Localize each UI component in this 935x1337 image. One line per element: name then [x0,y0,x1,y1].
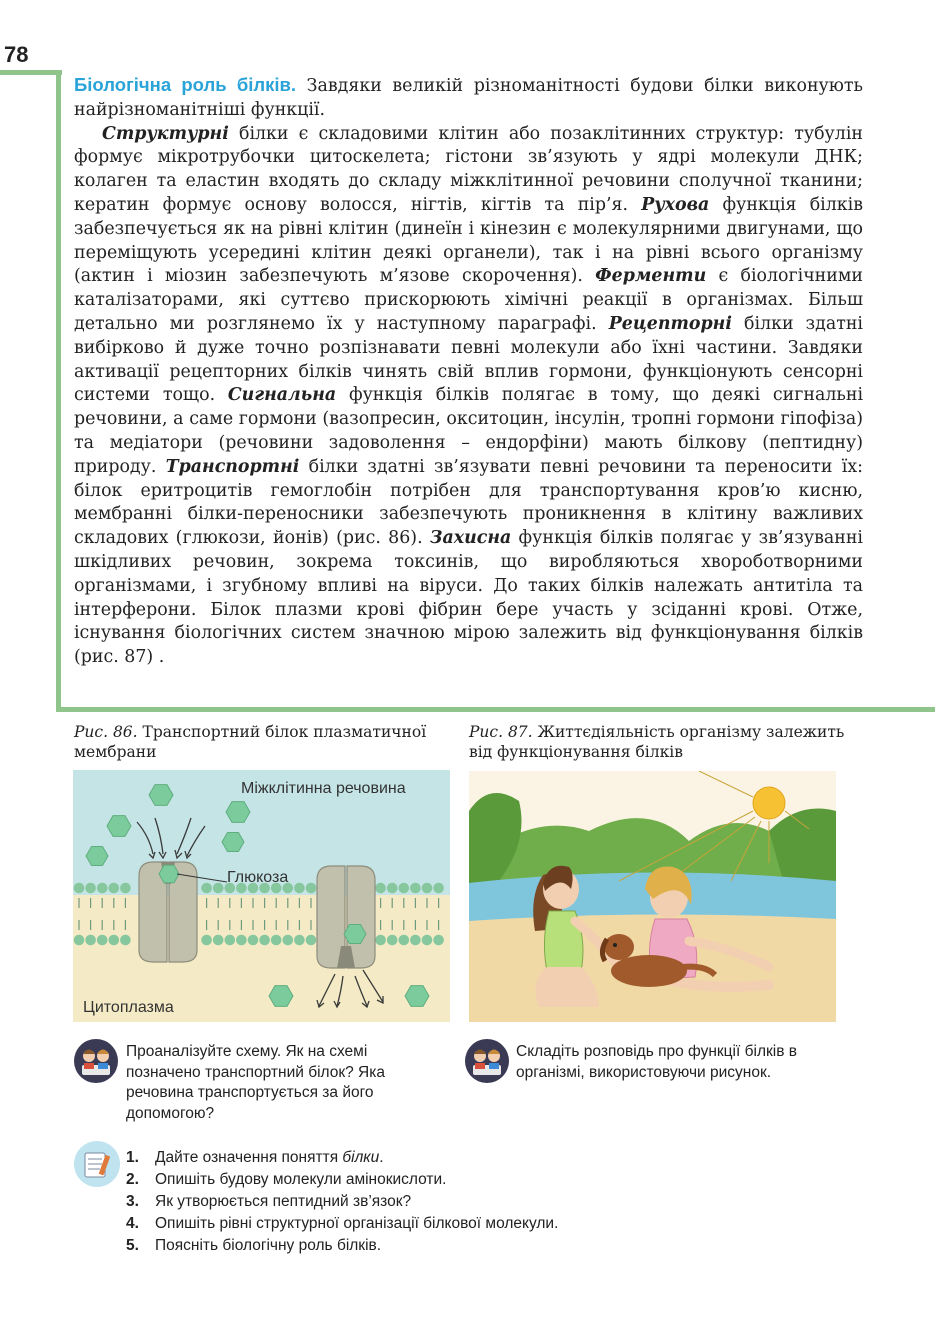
intro-text: Завдяки великій різноманітності будови білки виконують найрізноманітніші функції. [74,76,863,120]
function-term: Захисна [429,528,512,549]
function-term: Транспортні [165,456,300,477]
question-number: 2. [126,1171,139,1188]
question-text: Поясніть біологічну роль білків. [155,1237,382,1254]
glucose-hexagon [159,865,179,882]
question-item [126,1169,558,1191]
function-term: Сигнальна [227,385,337,406]
label-glucose: Глюкоза [227,869,289,886]
question-item [126,1235,558,1257]
function-term: Рецепторні [608,313,732,334]
main-text [74,73,863,670]
function-text: функція білків забезпечується як на рівні клітин (динеїн і кінезин є молекулярними двигунами, що переміщують усередині клітин деякі органели), так і на рівні всього організму (актин і міозин забезпечують м’язове скорочення). [74,194,863,287]
fig87-caption [469,722,861,762]
students-icon [465,1039,509,1083]
question-item [126,1191,558,1213]
frame-bottom-bar [56,707,935,712]
glucose-hexagon [86,847,108,866]
function-text: є біологічними каталізаторами, які суттєво прискорюють хімічні реакції в організмах. Більш детально ми розглянемо їх у наступному параграфі. [74,266,863,334]
function-text: функція білків полягає в тому, що деякі сигнальні речовини, а саме гормони (вазопресин, окситоцин, інсулін, тропні гормони гіпофіза) та медіатори (речовини задоволення – ендорфіни) мають білкову (пептидну) природу. [74,385,864,477]
task-right-icon [465,1039,509,1083]
question-number: 1. [126,1149,139,1166]
paragraph-intro [74,73,863,123]
questions-icon [74,1141,120,1187]
question-text: Дайте означення поняття білки. [155,1149,384,1166]
function-text: білки здатні вибірково й дуже точно розпізнавати певні молекули або їхні частини. Завдяки активації рецепторних білків чинять свій вплив гормони, функціонують сенсорні системи тощо. [74,313,863,406]
question-number: 5. [126,1237,139,1254]
question-number: 3. [126,1193,139,1210]
function-text: білки здатні зв’язувати певні речовини та переносити їх: білок еритроцитів гемоглобін потрібен для транспортування кров’ю кисню, мембранні білки-переносники забезпечують проникнення в клітину важливих складових (глюкози, йонів) (рис. 86). [74,456,863,549]
children-dog-illustration [469,771,836,1022]
glucose-hexagon [222,833,244,852]
paragraph-functions [74,123,863,670]
questions-list [126,1147,558,1257]
question-number: 4. [126,1215,139,1232]
section-heading: Біологічна роль білків. [74,74,297,95]
question-text: Опишіть будову молекули амінокислоти. [155,1171,447,1188]
fig86-caption-text: Транспортний білок плазматичної мембрани [74,723,427,761]
membrane-diagram [73,770,450,1022]
task-left-text: Проаналізуйте схему. Як на схемі позначено транспортний білок? Яка речовина транспортується за його допомогою? [126,1043,385,1122]
page-number: 78 [4,42,29,67]
question-text: Як утворюється пептидний зв’язок? [155,1193,412,1210]
function-text: функція білків полягає у зв’язуванні шкідливих речовин, зокрема токсинів, що виробляються хвороботворними організмами, і згубному впливі на віруси. До таких білків належать антитіла та інтерферони. Білок плазми крові фібрин бере участь у зсіданні крові. Отже, існування біологічних систем значною мірою залежить від функціонування білків (рис. 87) . [74,528,863,668]
task-left-icon [74,1039,118,1083]
fig87-caption-label: Рис. 87. [469,723,533,741]
task-right-text: Складіть розповідь про функції білків в організмі, використовуючи рисунок. [516,1043,797,1081]
question-item [126,1213,558,1235]
sun [753,787,785,819]
function-term: Ферменти [595,266,707,287]
fig86-caption-label: Рис. 86. [74,723,138,741]
function-text: білки є складовими клітин або позаклітинних структур: тубулін формує мікротрубочки цитоскелета; гістони зв’язують у ядрі молекули ДНК; колаген та еластин входять до складу міжклітинної речовини сполучної тканини; кератин формує основу волосся, нігтів, кігтів та пір’я. [74,123,863,215]
function-term: Структурні [102,123,229,144]
question-text: Опишіть рівні структурної організації білкової молекули. [155,1215,559,1232]
label-extracellular: Міжклітинна речовина [241,780,406,797]
fig87-caption-text: Життєдіяльність організму залежить від функціонування білків [469,723,845,761]
fig86-caption [74,722,449,762]
frame-top-bar [0,70,62,75]
label-cytoplasm: Цитоплазма [83,999,174,1016]
question-item [126,1147,558,1169]
frame-left-bar [56,70,61,712]
students-icon [74,1039,118,1083]
notebook-icon [74,1141,120,1187]
function-term: Рухова [641,194,710,215]
glucose-hexagon [344,925,366,944]
